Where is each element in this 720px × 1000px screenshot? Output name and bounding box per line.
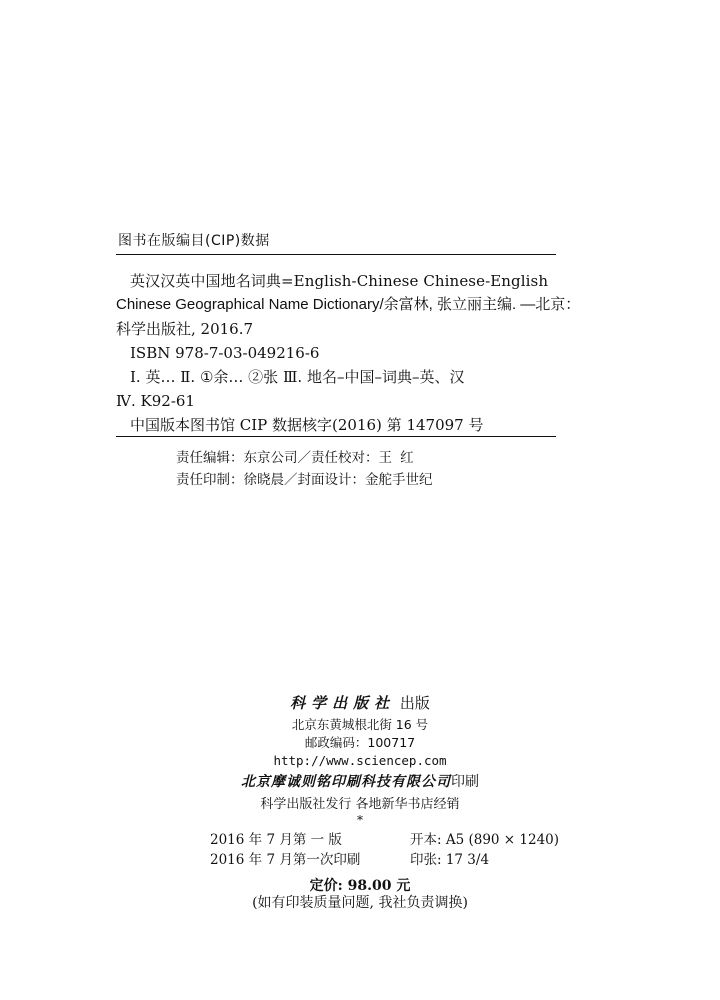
publisher-suffix: 出版 (399, 694, 430, 712)
cip-top-rule (116, 254, 556, 255)
edition-row-2 (210, 850, 530, 870)
publisher-line (0, 695, 720, 712)
publisher-address: 北京东黄城根北街 16 号 (291, 717, 429, 732)
publisher-name: 科学出版社 (290, 694, 396, 712)
price-line (0, 878, 720, 895)
printer-line (0, 774, 720, 791)
cip-publisher-date: 科学出版社, 2016.7 (116, 320, 254, 338)
edition-info (210, 830, 560, 870)
edition-date: 2016 年 7 月第 一 版 (210, 832, 342, 848)
edition-row-1 (210, 830, 560, 850)
editors-row-1: 责任编辑：东京公司／责任校对：王 红 (176, 450, 414, 466)
print-sheets: 印张: 17 3/4 (410, 852, 490, 868)
printer-name: 北京摩诚则铭印刷科技有限公司 (241, 774, 451, 790)
cip-record-number: 中国版本图书馆 CIP 数据核字(2016) 第 147097 号 (130, 416, 484, 434)
editors-row-2: 责任印制：徐晓晨／封面设计：金舵手世纪 (176, 472, 433, 488)
cip-book-title: 英汉汉英中国地名词典=English-Chinese Chinese-English (130, 272, 549, 290)
printer-suffix: 印刷 (451, 774, 479, 790)
cip-subject-headings: Ⅰ. 英… Ⅱ. ①余… ②张 Ⅲ. 地名–中国–词典–英、汉 (130, 368, 465, 386)
price-label: 定价: (309, 878, 348, 894)
publisher-url: http://www.sciencep.com (273, 753, 447, 768)
cip-bottom-rule (116, 436, 556, 437)
format-size: 开本: A5 (890 × 1240) (410, 832, 560, 848)
editors-credits (176, 447, 433, 491)
cip-book-title-continued: Chinese Geographical Name Dictionary/余富林, 张立丽主编. —北京： (116, 296, 581, 313)
cip-classification: Ⅳ. K92-61 (116, 392, 195, 410)
cip-isbn: ISBN 978-7-03-049216-6 (130, 344, 320, 362)
separator-star: * (357, 813, 363, 827)
cip-title: 图书在版编目(CIP)数据 (118, 233, 270, 249)
price-value: 98.00 元 (347, 878, 411, 894)
quality-notice: (如有印装质量问题, 我社负责调换) (252, 895, 468, 911)
publisher-postcode: 邮政编码：100717 (304, 735, 416, 750)
distribution-line: 科学出版社发行 各地新华书店经销 (260, 797, 460, 812)
printing-date: 2016 年 7 月第一次印刷 (210, 852, 361, 868)
